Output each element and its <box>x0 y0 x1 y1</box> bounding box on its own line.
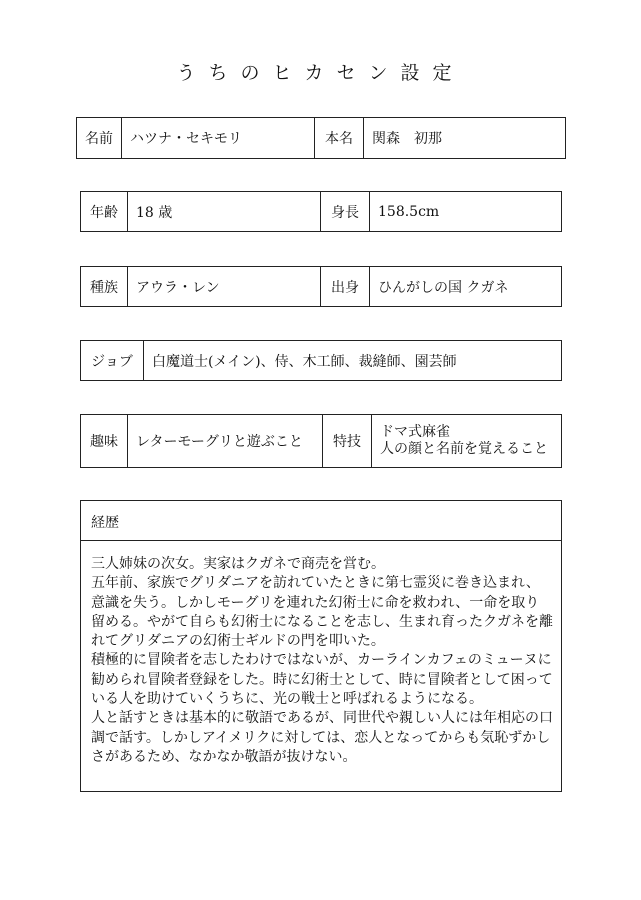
age-value: 18 歳 <box>128 192 321 232</box>
page-title: うちのヒカセン設定 <box>176 62 465 84</box>
history-label: 経歴 <box>81 501 561 541</box>
real-name-value: 関森 初那 <box>364 118 566 159</box>
origin-label: 出身 <box>321 267 370 307</box>
job-value: 白魔道士(メイン)、侍、木工師、裁縫師、園芸師 <box>144 341 562 381</box>
race-value: アウラ・レン <box>128 267 321 307</box>
name-label: 名前 <box>77 118 122 159</box>
history-paragraph-2: 五年前、家族でグリダニアを訪れていたときに第七霊災に巻き込まれ、意識を失う。しかしモーグリを連れた幻術士に命を救われ、一命を取り留める。やがて自らも幻術士になることを志し、生まれ育ったクガネを離れてグリダニアの幻術士ギルドの門を叩いた。 <box>91 575 553 650</box>
hobby-row <box>80 414 562 468</box>
skill-label: 特技 <box>323 415 372 468</box>
skill-value <box>372 415 562 468</box>
age-row <box>80 191 562 232</box>
skill-line-1: ドマ式麻雀 <box>380 424 450 440</box>
skill-line-2: 人の顔と名前を覚えること <box>380 441 548 457</box>
job-label: ジョブ <box>81 341 144 381</box>
name-value: ハツナ・セキモリ <box>122 118 315 159</box>
hobby-value: レターモーグリと遊ぶこと <box>128 415 323 468</box>
age-label: 年齢 <box>81 192 128 232</box>
history-body <box>81 541 561 767</box>
race-label: 種族 <box>81 267 128 307</box>
height-value: 158.5cm <box>370 192 562 232</box>
name-row <box>76 117 566 159</box>
history-paragraph-1: 三人姉妹の次女。実家はクガネで商売を営む。 <box>91 556 385 572</box>
origin-value: ひんがしの国 クガネ <box>370 267 562 307</box>
history-box <box>80 500 562 792</box>
history-paragraph-3: 積極的に冒険者を志したわけではないが、カーラインカフェのミューヌに勧められ冒険者登録をした。時に幻術士として、時に冒険者として困っている人を助けていくうちに、光の戦士と呼ばれるようになる。 <box>91 652 553 708</box>
race-row <box>80 266 562 307</box>
history-paragraph-4: 人と話すときは基本的に敬語であるが、同世代や親しい人には年相応の口調で話す。しかしアイメリクに対しては、恋人となってからも気恥ずかしさがあるため、なかなか敬語が抜けない。 <box>91 710 553 765</box>
job-row <box>80 340 562 381</box>
height-label: 身長 <box>321 192 370 232</box>
real-name-label: 本名 <box>315 118 364 159</box>
hobby-label: 趣味 <box>81 415 128 468</box>
